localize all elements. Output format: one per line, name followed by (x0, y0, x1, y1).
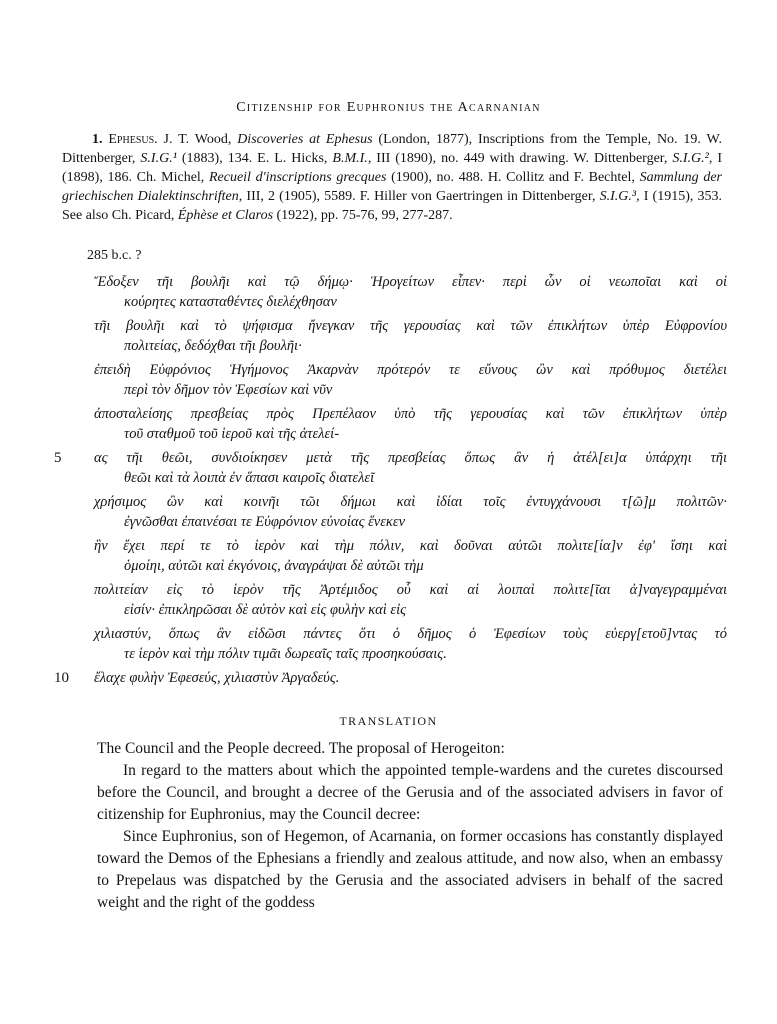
greek-line (62, 624, 727, 664)
greek-line-text: χιλιαστύν, ὅπως ἂν εἰδῶσι πάντες ὅτι ὁ δῆμος ὁ Ἐφεσίων τοὺς εὐεργ[ετοῦ]ντας τό (94, 626, 727, 642)
greek-line-text: χρήσιμος ὢν καὶ κοινῆι τῶι δήμωι καὶ ἰδίαι τοῖς ἐντυγχάνουσι τ[ῶ]μ πολιτῶν· (94, 494, 727, 510)
translation-text (97, 738, 723, 914)
bibliography-title: Éphèse et Claros (177, 208, 274, 223)
greek-line-text: ἐπειδὴ Εὐφρόνιος Ἡγήμονος Ἀκαρνὰν πρότερόν τε εὔνους ὢν καὶ πρόθυμος διετέλει (94, 362, 727, 378)
greek-line-continuation: κούρητες κατασταθέντες διελέχθησαν (124, 294, 337, 310)
greek-line-text: τῆι βουλῆι καὶ τὸ ψήφισμα ἤνεγκαν τῆς γερουσίας καὶ τῶν ἐπικλήτων ὑπὲρ Εὐφρονίου (94, 318, 727, 334)
bibliography-title: S.I.G.³ (599, 189, 637, 204)
bibliography-fragment: (1883), 134. E. L. Hicks, (176, 151, 333, 166)
translation-paragraph: In regard to the matters about which the appointed temple-wardens and the curetes discoursed before the Council, and brought a decree of the Gerusia and of the associated advisers in favor of citizenship for Euphronius, may the Council decree: (97, 762, 723, 823)
line-number: 10 (54, 670, 69, 686)
greek-line-text: ἀποσταλείσης πρεσβείας πρὸς Πρεπέλαον ὑπὸ τῆς γερουσίας καὶ τῶν ἐπικλήτων ὑπὲρ (94, 406, 727, 422)
bibliography-fragment: J. T. Wood, (157, 132, 238, 147)
greek-line (54, 448, 727, 488)
greek-line-text: ἔλαχε φυλὴν Ἐφεσεύς, χιλιαστὺν Ἀργαδεύς. (94, 670, 340, 686)
greek-line-continuation: ὁμοίηι, αὐτῶι καὶ ἐκγόνοις, ἀναγράψαι δὲ αὐτῶι τὴμ (124, 558, 424, 574)
greek-line (62, 536, 727, 576)
greek-line-continuation: περὶ τὸν δῆμον τὸν Ἐφεσίων καὶ νῦν (124, 382, 333, 398)
translation-paragraph: The Council and the People decreed. The proposal of Herogeiton: (97, 740, 505, 757)
greek-line (62, 492, 727, 532)
page-title: Citizenship for Euphronius the Acarnanian (236, 100, 541, 115)
bibliography-fragment: , III, 2 (1905), 5589. F. Hiller von Gaertringen in Dittenberger, (238, 189, 600, 204)
greek-line-continuation: τε ἱερὸν καὶ τὴμ πόλιν τιμᾶι δωρεαῖς ταῖς προσηκούσαις. (124, 646, 447, 662)
greek-line (62, 404, 727, 444)
bibliography-title: S.I.G.¹ (140, 151, 177, 166)
greek-inscription-text (54, 272, 727, 692)
greek-line (62, 316, 727, 356)
bibliography-fragment: , I (1898), 186. Ch. Michel, (62, 151, 723, 185)
greek-line-text: ἣν ἔχει περί τε τὸ ἱερὸν καὶ τὴμ πόλιν, καὶ δοῦναι αὐτῶι πολιτε[ία]ν ἐφ' ἴσηι καὶ (94, 538, 727, 554)
bibliography-fragment: , III (1890), no. 449 with drawing. W. Dittenberger, (367, 151, 673, 166)
greek-line (62, 360, 727, 400)
bibliography-fragment: (1922), pp. 75-76, 99, 277-287. (273, 208, 453, 223)
greek-line-continuation: θεῶι καὶ τὰ λοιπὰ ἐν ἅπασι καιροῖς διατελεῖ (124, 470, 375, 486)
greek-line-continuation: πολιτείας, δεδόχθαι τῆι βουλῆι· (124, 338, 302, 354)
translation-paragraph: Since Euphronius, son of Hegemon, of Acarnania, on former occasions has constantly displayed toward the Demos of the Ephesians a friendly and zealous attitude, and now also, when an embassy to Prepelaus was dispatched by the Gerusia and the associated advisers in behalf of the sacred weight and the right of the goddess (97, 828, 723, 911)
bibliography-title: B.M.I. (332, 151, 368, 166)
greek-line-continuation: ἐγνῶσθαι ἐπαινέσαι τε Εὐφρόνιον εὐνοίας ἕνεκεν (124, 514, 406, 530)
bibliography-title: Discoveries at Ephesus (237, 132, 373, 147)
translation-heading: TRANSLATION (339, 714, 438, 728)
entry-number: 1. (92, 132, 103, 147)
greek-line (54, 668, 727, 688)
greek-line-text: πολιτείαν εἰς τὸ ἱερὸν τῆς Ἀρτέμιδος οὗ καὶ αἱ λοιπαὶ πολιτε[ῖαι ἀ]ναγεγραμμέναι (94, 582, 727, 598)
bibliography-title: Recueil d'inscriptions grecques (208, 170, 387, 185)
greek-line (62, 272, 727, 312)
bibliography-fragment: (London, 1877), Inscriptions from the Temple, No. 19. W. Dittenberger, (62, 132, 722, 166)
greek-line-text: ας τῆι θεῶι, συνδιοίκησεν μετὰ τῆς πρεσβείας ὅπως ἂν ἡ ἀτέλ[ει]α ὑπάρχηι τῆι (94, 450, 727, 466)
greek-line (62, 580, 727, 620)
bibliography-entry (62, 130, 722, 225)
bibliography-title: S.I.G.² (672, 151, 709, 166)
line-number: 5 (54, 450, 62, 466)
bibliography-fragment: , I (1915), 353. See also Ch. Picard, (62, 189, 722, 223)
greek-line-text: Ἔδοξεν τῆι βουλῆι καὶ τῷ δήμῳ· Ἡρογείτων εἶπεν· περὶ ὧν οἱ νεωποῖαι καὶ οἱ (94, 274, 727, 290)
bibliography-fragment: (1900), no. 488. H. Collitz and F. Bechtel, (386, 170, 640, 185)
greek-line-continuation: εἰσίν· ἐπικληρῶσαι δὲ αὐτὸν καὶ εἰς φυλὴν καὶ εἰς (124, 602, 407, 618)
entry-place: Ephesus. (108, 132, 158, 147)
bibliography-title: Sammlung der griechischen Dialektinschriften (62, 170, 722, 204)
greek-line-continuation: τοῦ σταθμοῦ τοῦ ἱεροῦ καὶ τῆς ἀτελεί- (124, 426, 340, 442)
inscription-date: 285 b.c. ? (87, 248, 142, 263)
bibliography-text (62, 132, 722, 223)
